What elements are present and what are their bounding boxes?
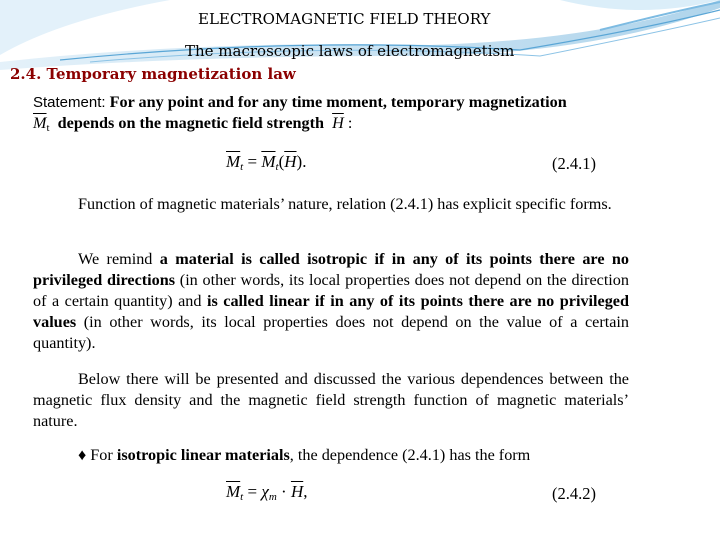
- statement-line2: depends on the magnetic field strength: [57, 114, 324, 132]
- paragraph-3: Below there will be presented and discussed the various dependences between the magnetic flux density and the magnetic field strength function of magnetic materials’ nature.: [33, 370, 629, 430]
- equation-2-4-1: $\overline{M}_t = \overline{M}_t(\overline{H})$.: [226, 152, 307, 173]
- page-title: ELECTROMAGNETIC FIELD THEORY: [198, 10, 491, 28]
- paragraph-4: ♦ For isotropic linear materials, the dependence (2.4.1) has the form: [78, 446, 531, 464]
- statement-colon: :: [347, 114, 353, 132]
- statement-line1: For any point and for any time moment, temporary magnetization: [109, 93, 567, 111]
- symbol-t: t: [46, 122, 50, 134]
- equation-number-2-4-2: (2.4.2): [552, 484, 596, 503]
- page-subtitle: The macroscopic laws of electromagnetism: [185, 42, 515, 60]
- equation-2-4-2: $\overline{M}_t = \chi_m \cdot \overline{H}$,: [226, 482, 308, 503]
- symbol-h: $\overline{H}$: [332, 114, 344, 132]
- statement-label: Statement:: [33, 94, 106, 111]
- section-heading: 2.4. Temporary magnetization law: [10, 65, 296, 83]
- paragraph-1: Function of magnetic materials’ nature, relation (2.4.1) has explicit specific forms.: [78, 195, 612, 213]
- paragraph-2: We remind a material is called isotropic if in any of its points there are no privileged directions (in other words, its local properties does not depend on the direction of a certain quantity) and is called linear if in any of its points there are no privileged values (in other words, its local properties does not depend on the value of a certain quantity).: [33, 250, 629, 352]
- equation-number-2-4-1: (2.4.1): [552, 154, 596, 173]
- statement-paragraph: [33, 92, 629, 139]
- symbol-m: $\overline{M}$: [33, 114, 47, 132]
